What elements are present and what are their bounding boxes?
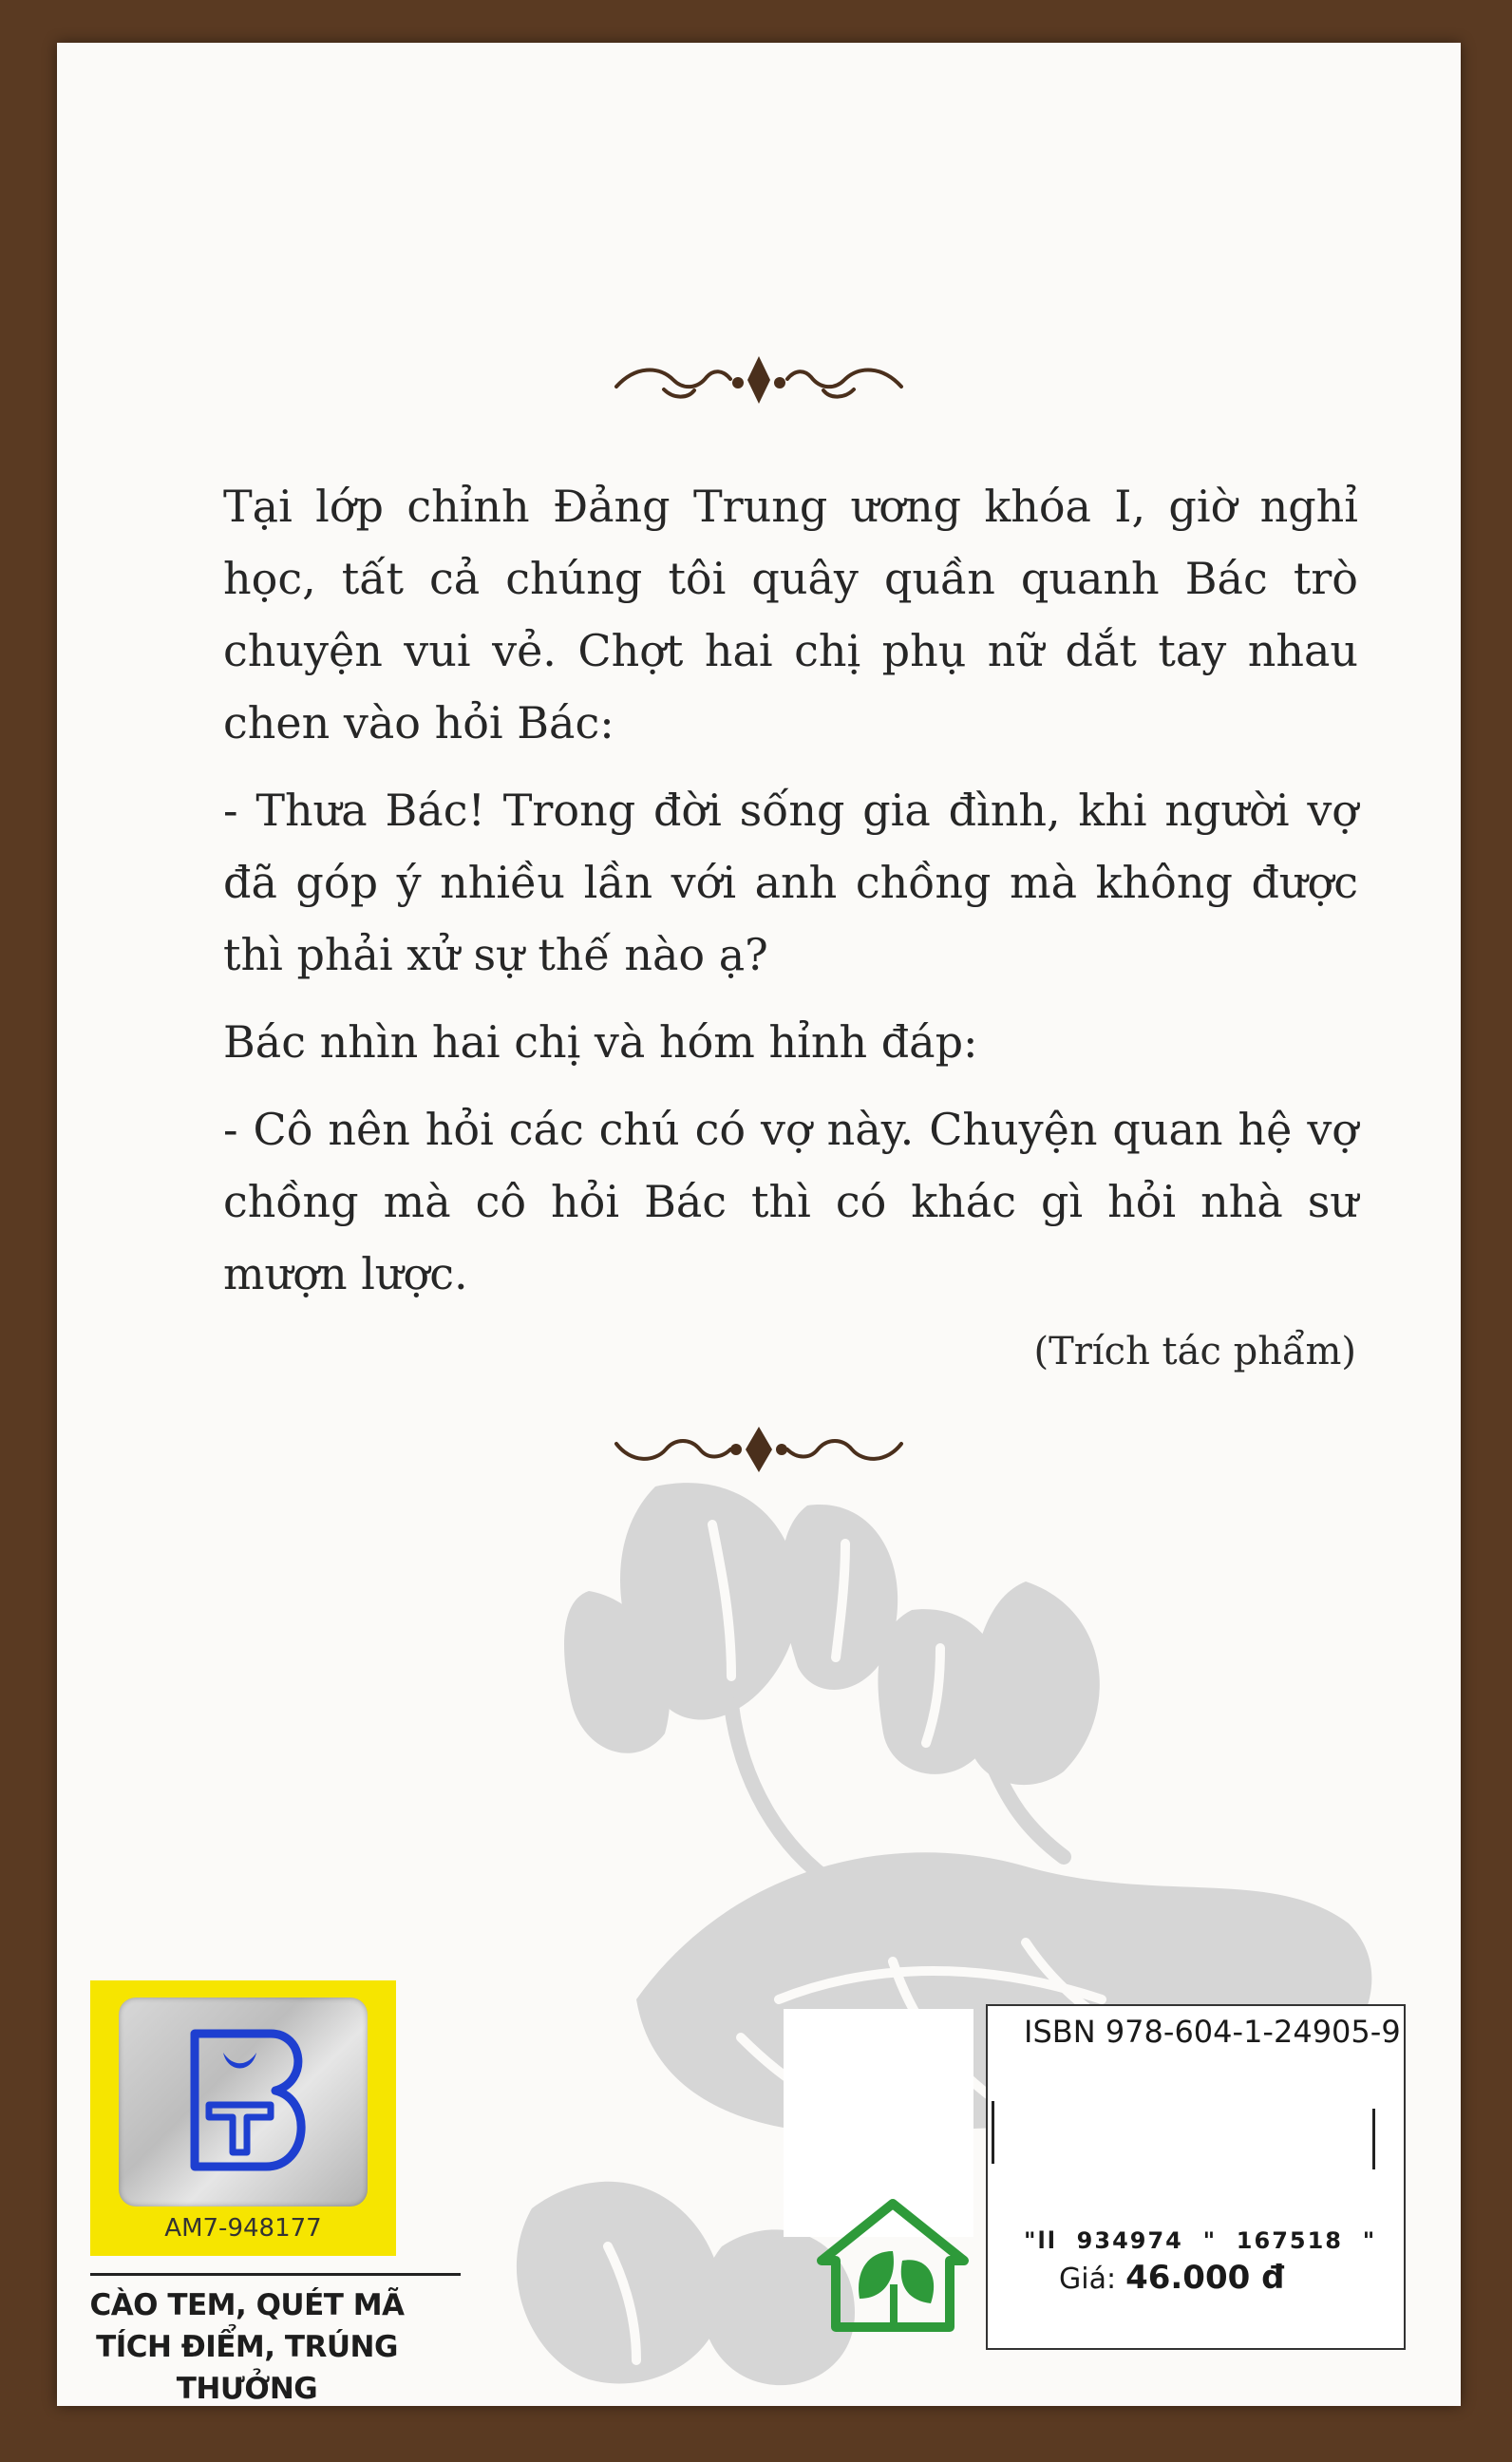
- barcode-guard-left: [992, 2101, 994, 2164]
- paragraph-2: - Thưa Bác! Trong đời sống gia đình, khi người vợ đã góp ý nhiều lần với anh chồng mà không được thì phải xử sự thế nào ạ?: [223, 785, 1358, 980]
- price-value: 46.000 đ: [1125, 2259, 1285, 2297]
- stamp-caption-line-1: CÀO TEM, QUÉT MÃ: [89, 2288, 405, 2322]
- barcode-label: [986, 2004, 1406, 2350]
- excerpt-text: [223, 470, 1358, 1325]
- stamp-divider: [90, 2273, 461, 2276]
- stamp-code: AM7-948177: [164, 2214, 322, 2243]
- stamp-hologram: [119, 1998, 368, 2206]
- price: [1059, 2259, 1284, 2297]
- stamp-caption-line-2: TÍCH ĐIỂM, TRÚNG THƯỞNG: [96, 2330, 398, 2406]
- bt-logo-icon: [157, 2015, 328, 2186]
- scratch-stamp: [90, 1980, 396, 2256]
- flourish-divider-icon: [607, 347, 911, 413]
- paragraph-3: Bác nhìn hai chị và hóm hỉnh đáp:: [223, 1016, 978, 1068]
- house-leaf-logo-icon: [812, 2194, 973, 2337]
- top-ornament: [57, 347, 1461, 423]
- paragraph-1: Tại lớp chỉnh Đảng Trung ương khóa I, giờ nghỉ học, tất cả chúng tôi quây quần quanh Bác trò chuyện vui vẻ. Chợt hai chị phụ nữ dắt tay nhau chen vào hỏi Bác:: [223, 481, 1358, 748]
- paragraph-4: - Cô nên hỏi các chú có vợ này. Chuyện quan hệ vợ chồng mà cô hỏi Bác thì có khác gì hỏi nhà sư mượn lược.: [223, 1104, 1358, 1299]
- barcode-digits: "ll 934974 " 167518 ": [1024, 2227, 1377, 2254]
- isbn-number: ISBN 978-604-1-24905-9: [1024, 2014, 1401, 2050]
- excerpt-source: (Trích tác phẩm): [1033, 1330, 1356, 1373]
- barcode-guard-right: [1372, 2109, 1375, 2169]
- stamp-caption: [76, 2284, 418, 2410]
- price-label: Giá:: [1059, 2263, 1117, 2296]
